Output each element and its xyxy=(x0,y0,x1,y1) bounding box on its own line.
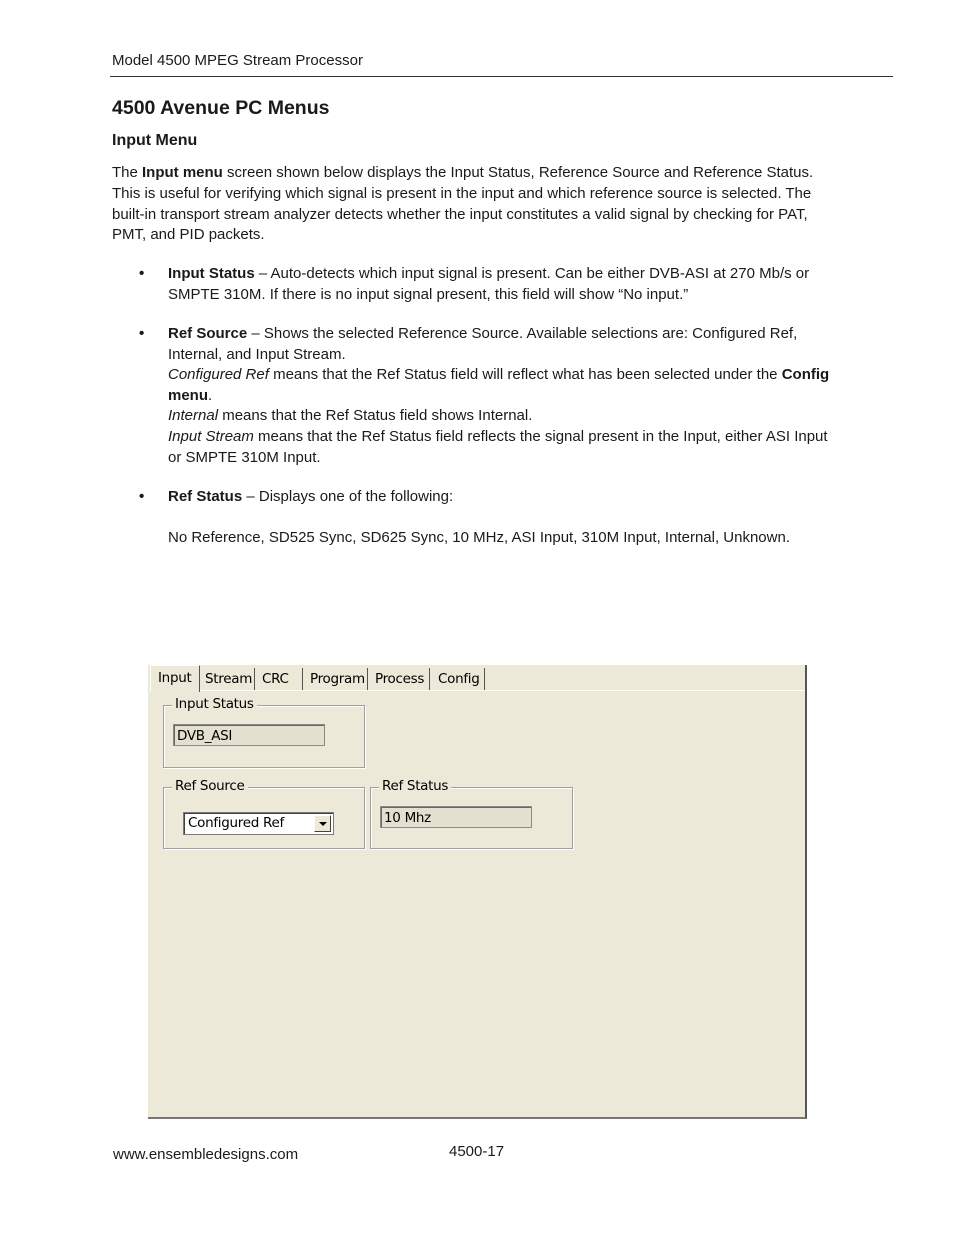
tab-program[interactable]: Program xyxy=(303,668,368,690)
intro-pre: The xyxy=(112,164,143,181)
running-header: Model 4500 MPEG Stream Processor xyxy=(112,52,363,69)
input-status-field: DVB_ASI xyxy=(173,724,325,746)
dropdown-button[interactable] xyxy=(314,815,331,832)
bullet-desc: – Displays one of the following: xyxy=(242,488,454,505)
configured-ref-note xyxy=(168,365,838,406)
config-menu-term: Config menu xyxy=(168,366,830,404)
intro-bold-term: Input menu xyxy=(142,164,223,181)
ref-status-field: 10 Mhz xyxy=(380,806,532,828)
internal-term: Internal xyxy=(168,407,219,425)
tab-crc[interactable]: CRC xyxy=(255,668,303,690)
input-menu-window xyxy=(148,665,807,1119)
bullet-dot: • xyxy=(139,265,145,282)
bullet-ref-source-text xyxy=(168,324,838,365)
ref-source-dropdown[interactable] xyxy=(183,812,334,835)
configured-ref-term: Configured Ref xyxy=(168,366,269,384)
input-status-group xyxy=(163,696,365,768)
bullet-desc: – Auto-detects which input signal is present. Can be either DVB-ASI at 270 Mb/s or SMPTE 310M. If there is no input signal present, this field will show “No input.” xyxy=(168,265,810,303)
bullet-dot: • xyxy=(139,325,145,342)
tab-strip xyxy=(148,665,805,691)
chevron-down-icon xyxy=(319,822,327,826)
ref-source-label: Ref Source xyxy=(172,778,248,794)
bullet-input-status-text xyxy=(168,264,838,305)
bullet-dot: • xyxy=(139,488,145,505)
footer-page-number: 4500-17 xyxy=(449,1143,505,1160)
subsection-title: Input Menu xyxy=(112,132,198,149)
tab-input[interactable]: Input xyxy=(150,665,200,692)
tab-process[interactable]: Process xyxy=(368,668,430,690)
intro-paragraph xyxy=(112,163,842,246)
internal-note xyxy=(168,406,838,427)
input-stream-note xyxy=(168,427,838,468)
footer-url: www.ensembledesigns.com xyxy=(113,1146,299,1163)
internal-desc: means that the Ref Status field shows Internal. xyxy=(218,407,533,425)
bullet-input-status xyxy=(139,264,838,305)
bullet-term: Ref Source xyxy=(168,325,248,342)
section-title: 4500 Avenue PC Menus xyxy=(112,97,330,119)
header-rule xyxy=(110,76,893,77)
tab-stream[interactable]: Stream xyxy=(200,668,255,690)
bullet-ref-status-text xyxy=(168,487,838,508)
input-stream-term: Input Stream xyxy=(168,427,254,445)
ref-status-label: Ref Status xyxy=(379,778,451,794)
bullet-term: Ref Status xyxy=(168,488,243,505)
configured-ref-desc: means that the Ref Status field will reflect what has been selected under the xyxy=(268,366,782,384)
bullet-ref-status xyxy=(139,487,838,548)
ref-source-selected: Configured Ref xyxy=(188,815,284,831)
bullet-ref-source xyxy=(139,324,838,468)
tab-strip-line xyxy=(200,690,805,691)
intro-post: screen shown below displays the Input Status, Reference Source and Reference Status. This is useful for verifying which signal is present in the input and which reference source is selected. The built-in transport stream analyzer detects whether the input constitutes a valid signal by checking for PAT, PMT, and PID packets. xyxy=(112,164,814,244)
period: . xyxy=(208,386,213,404)
ref-status-values: No Reference, SD525 Sync, SD625 Sync, 10 MHz, ASI Input, 310M Input, Internal, Unknown. xyxy=(168,528,790,546)
ref-status-group xyxy=(370,778,573,849)
input-stream-desc: means that the Ref Status field reflects the signal present in the Input, either ASI Input or SMPTE 310M Input. xyxy=(168,427,828,466)
bullet-term: Input Status xyxy=(168,265,255,282)
bullet-desc: – Shows the selected Reference Source. Available selections are: Configured Ref, Internal, and Input Stream. xyxy=(168,325,798,363)
ref-source-group xyxy=(163,778,365,849)
tab-config[interactable]: Config xyxy=(430,668,485,690)
input-status-label: Input Status xyxy=(172,696,257,712)
